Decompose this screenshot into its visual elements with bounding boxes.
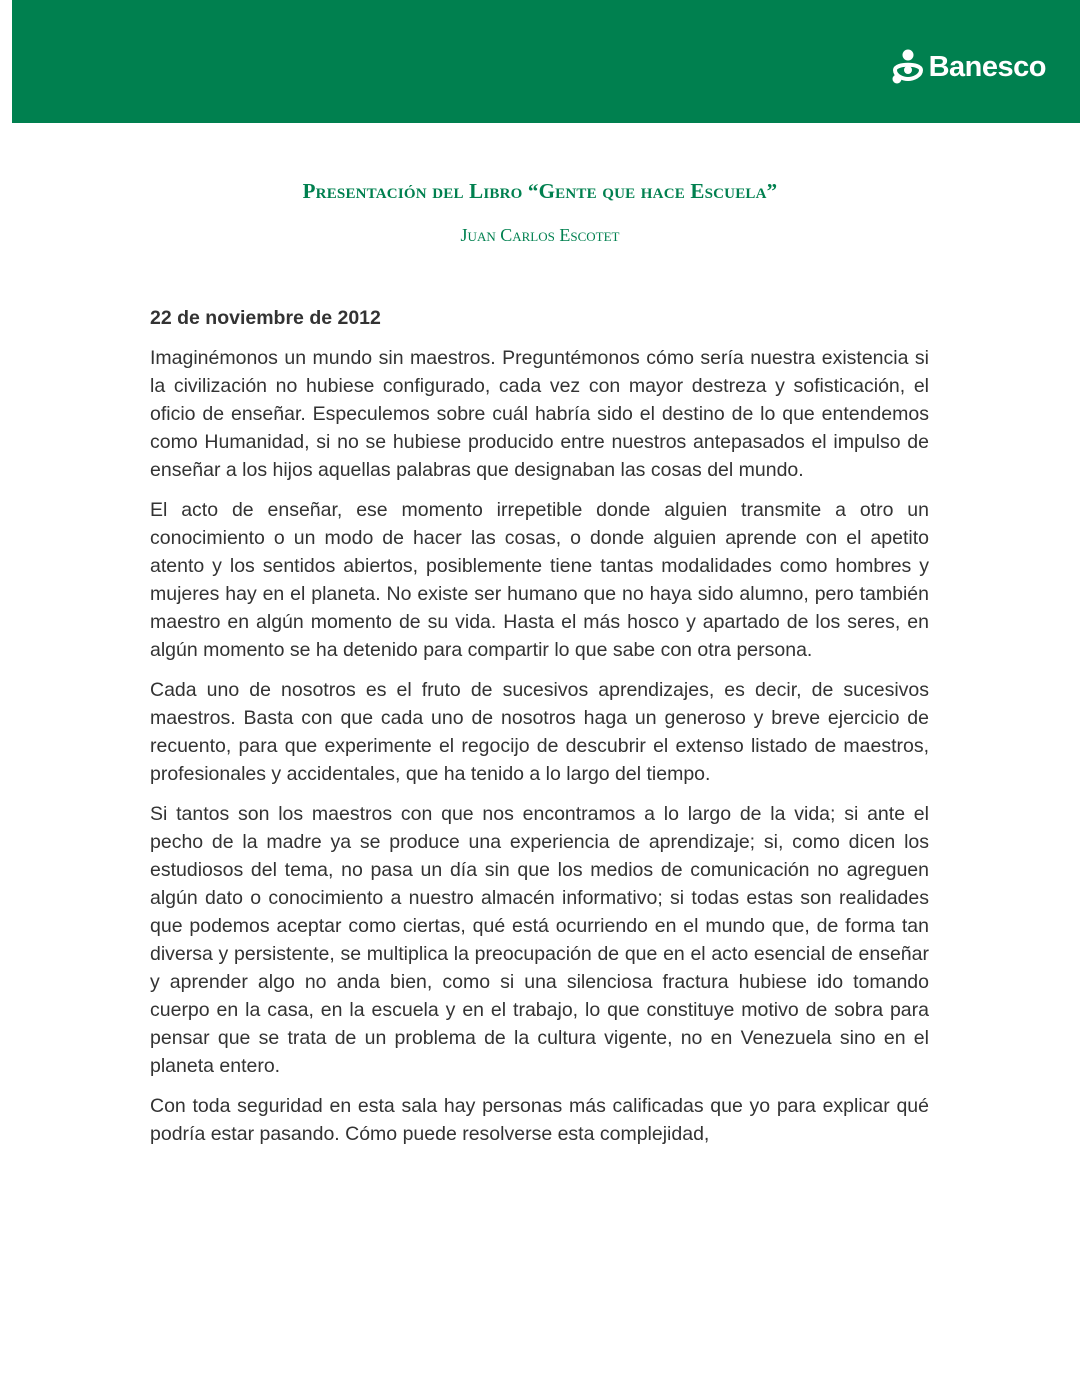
document-author: Juan Carlos Escotet [460, 225, 620, 245]
paragraph-5: Con toda seguridad en esta sala hay personas más calificadas que yo para explicar qué podría estar pasando. Cómo puede resolverse esta complejidad, [150, 1095, 929, 1145]
document-date: 22 de noviembre de 2012 [150, 307, 381, 329]
header-bar [12, 0, 1080, 123]
banesco-logo [891, 48, 1046, 86]
paragraph-3: Cada uno de nosotros es el fruto de sucesivos aprendizajes, es decir, de sucesivos maestros. Basta con que cada uno de nosotros haga un generoso y breve ejercicio de recuento, para que experimente el regocijo de descubrir el extenso listado de maestros, profesionales y accidentales, que ha tenido a lo largo del tiempo. [150, 679, 929, 785]
title-block [0, 176, 1080, 248]
banesco-logo-icon [891, 48, 925, 86]
brand-name: Banesco [928, 50, 1046, 83]
paragraph-2: El acto de enseñar, ese momento irrepetible donde alguien transmite a otro un conocimiento o un modo de hacer las cosas, o donde alguien aprende con el apetito atento y los sentidos abiertos, posiblemente tiene tantas modalidades como hombres y mujeres hay en el planeta. No existe ser humano que no haya sido alumno, pero también maestro en algún momento de su vida. Hasta el más hosco y apartado de los seres, en algún momento se ha detenido para compartir lo que sabe con otra persona. [150, 499, 929, 661]
paragraph-4: Si tantos son los maestros con que nos encontramos a lo largo de la vida; si ante el pecho de la madre ya se produce una experiencia de aprendizaje; si, como dicen los estudiosos del tema, no pasa un día sin que los medios de comunicación no agreguen algún dato o conocimiento a nuestro almacén informativo; si todas estas son realidades que podemos aceptar como ciertas, qué está ocurriendo en el mundo que, de forma tan diversa y persistente, se multiplica la preocupación de que en el acto esencial de enseñar y aprender algo no anda bien, como si una silenciosa fractura hubiese ido tomando cuerpo en la casa, en la escuela y en el trabajo, lo que constituye motivo de sobra para pensar que se trata de un problema de la cultura vigente, no en Venezuela sino en el planeta entero. [150, 803, 929, 1077]
document-body [150, 304, 929, 1160]
document-title: Presentación del Libro “Gente que hace Escuela” [302, 179, 778, 203]
paragraph-1: Imaginémonos un mundo sin maestros. Preguntémonos cómo sería nuestra existencia si la civilización no hubiese configurado, cada vez con mayor destreza y sofisticación, el oficio de enseñar. Especulemos sobre cuál habría sido el destino de lo que entendemos como Humanidad, si no se hubiese producido entre nuestros antepasados el impulso de enseñar a los hijos aquellas palabras que designaban las cosas del mundo. [150, 347, 929, 481]
